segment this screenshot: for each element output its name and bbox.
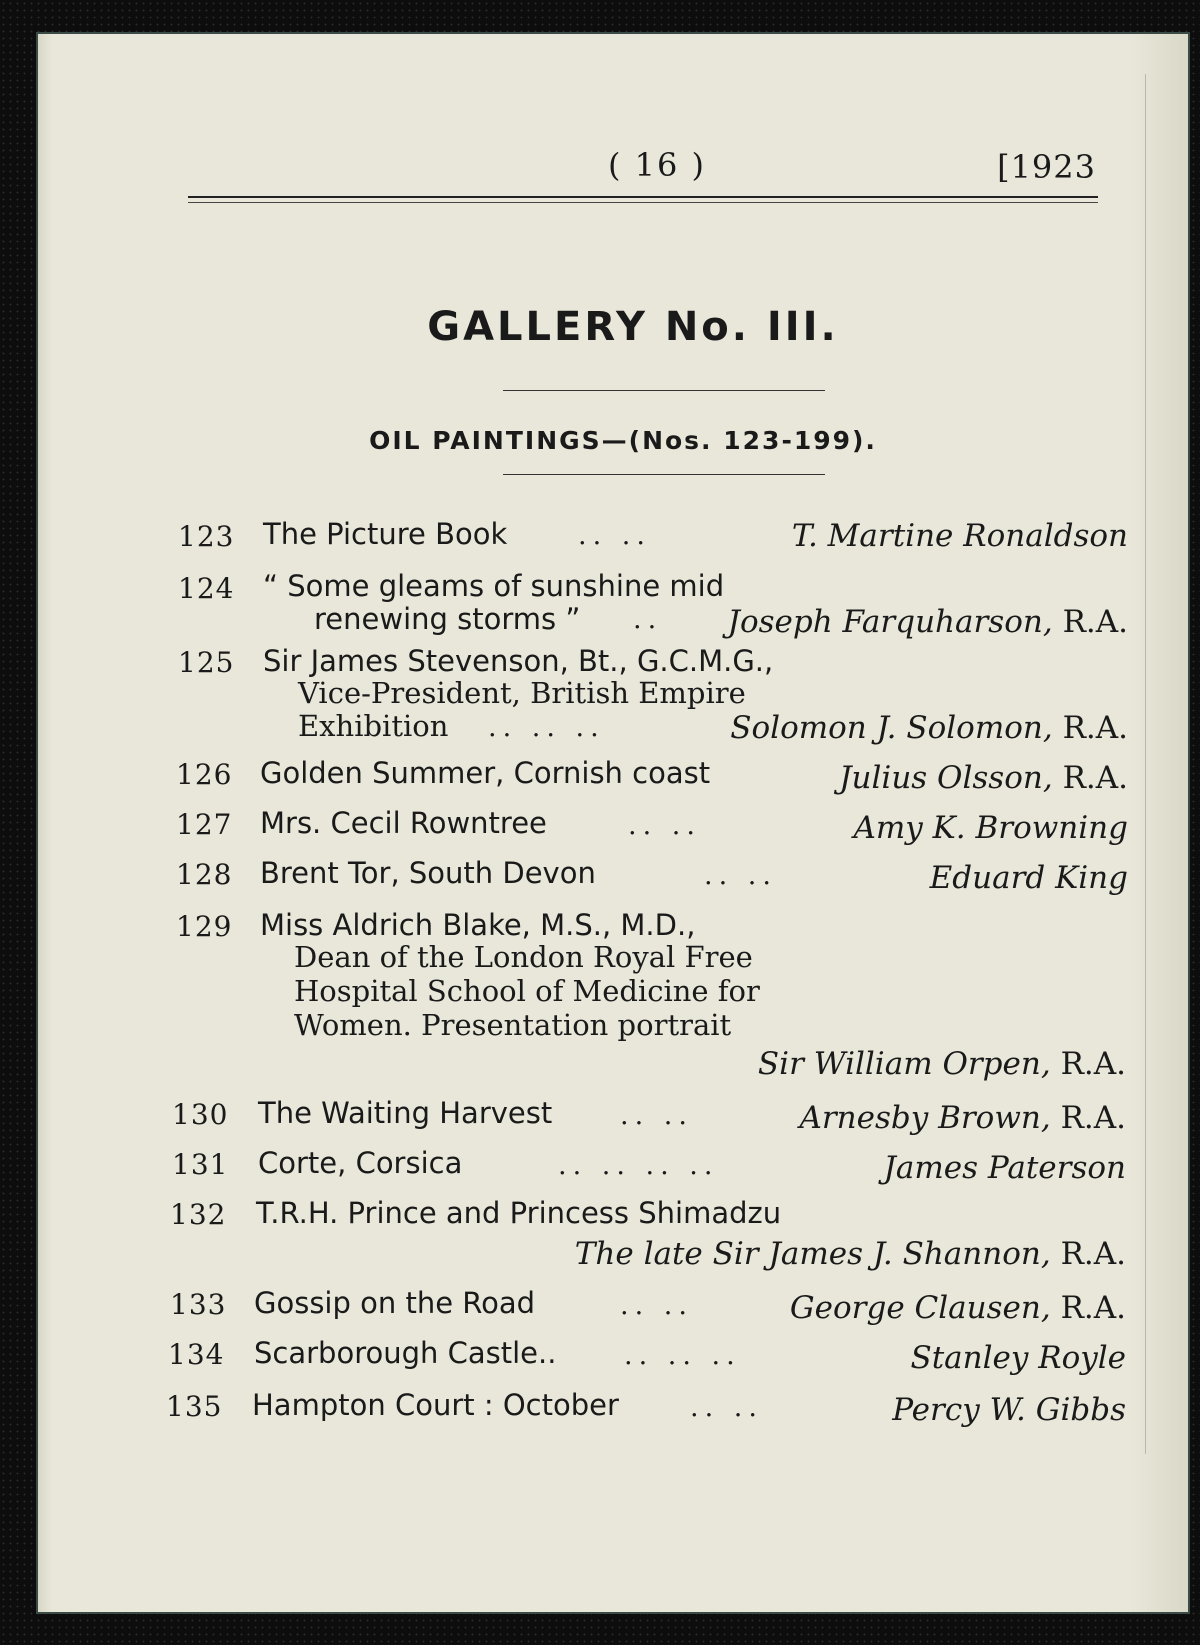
entry-title: Scarborough Castle..	[254, 1336, 557, 1370]
entry-number: 130	[172, 1098, 229, 1131]
header-year: [1923	[997, 148, 1096, 186]
artist-name: T. Martine Ronaldson	[791, 518, 1128, 554]
gallery-title: GALLERY No. III.	[427, 304, 839, 350]
entry-artist	[575, 1236, 1126, 1272]
dot-leader: .. .. .. ..	[558, 1150, 719, 1181]
artist-honour: R.A.	[1062, 710, 1128, 746]
entry-artist	[730, 710, 1128, 746]
entry-title: “ Some gleams of sunshine mid	[263, 569, 725, 603]
entry-number: 135	[166, 1390, 223, 1423]
artist-honour: R.A.	[1060, 1236, 1126, 1272]
dot-leader: .. .. ..	[624, 1340, 741, 1371]
artist-name: Stanley Royle	[910, 1340, 1126, 1376]
entry-artist	[728, 604, 1128, 640]
artist-name: George Clausen,	[789, 1290, 1051, 1326]
entry-number: 132	[170, 1198, 227, 1231]
entry-list	[38, 34, 1188, 1612]
entry-title-continued: Hospital School of Medicine for	[294, 974, 760, 1008]
catalogue-page	[38, 34, 1188, 1612]
entry-number: 128	[176, 858, 233, 891]
artist-name: Amy K. Browning	[853, 810, 1128, 846]
artist-name: Eduard King	[929, 860, 1128, 896]
entry-title-continued: renewing storms ”	[314, 602, 581, 636]
entry-title: Gossip on the Road	[254, 1286, 536, 1320]
entry-number: 129	[176, 910, 233, 943]
dot-leader: .. .. ..	[488, 712, 605, 743]
artist-name: James Paterson	[883, 1150, 1126, 1186]
entry-artist	[853, 810, 1128, 846]
entry-number: 125	[178, 646, 235, 679]
artist-honour: R.A.	[1060, 1290, 1126, 1326]
artist-name: The late Sir James J. Shannon,	[574, 1236, 1051, 1272]
dot-leader: .. ..	[628, 810, 701, 841]
entry-title: Corte, Corsica	[258, 1146, 463, 1180]
artist-name: Sir William Orpen,	[757, 1046, 1051, 1082]
entry-number: 133	[170, 1288, 227, 1321]
entry-number: 134	[168, 1338, 225, 1371]
page-number: ( 16 )	[608, 146, 707, 184]
entry-artist	[792, 518, 1128, 554]
entry-title-continued: Vice-President, British Empire	[298, 676, 746, 710]
artist-name: Joseph Farquharson,	[727, 604, 1053, 640]
artist-name: Solomon J. Solomon,	[730, 710, 1053, 746]
entry-title-continued: Dean of the London Royal Free	[294, 940, 753, 974]
entry-title: T.R.H. Prince and Princess Shimadzu	[256, 1196, 782, 1230]
dot-leader: .. ..	[578, 520, 651, 551]
entry-title: The Picture Book	[263, 517, 508, 551]
entry-title: Mrs. Cecil Rowntree	[260, 806, 547, 840]
entry-title-continued: Exhibition	[298, 709, 449, 743]
dot-leader: .. ..	[690, 1392, 763, 1423]
entry-title: Miss Aldrich Blake, M.S., M.D.,	[260, 908, 696, 942]
entry-title: Brent Tor, South Devon	[260, 856, 596, 890]
entry-artist	[799, 1100, 1126, 1136]
entry-title-continued: Women. Presentation portrait	[294, 1008, 732, 1042]
artist-name: Arnesby Brown,	[799, 1100, 1051, 1136]
artist-honour: R.A.	[1062, 604, 1128, 640]
entry-artist	[910, 1340, 1126, 1376]
entry-number: 126	[176, 758, 233, 791]
entry-number: 127	[176, 808, 233, 841]
entry-title: Hampton Court : October	[252, 1388, 619, 1422]
artist-honour: R.A.	[1062, 760, 1128, 796]
entry-artist	[930, 860, 1128, 896]
entry-artist	[892, 1392, 1126, 1428]
entry-title: Golden Summer, Cornish coast	[260, 756, 711, 790]
entry-number: 124	[178, 572, 235, 605]
entry-title: Sir James Stevenson, Bt., G.C.M.G.,	[263, 644, 774, 678]
artist-name: Percy W. Gibbs	[892, 1392, 1126, 1428]
dot-leader: .. ..	[620, 1100, 693, 1131]
entry-title: The Waiting Harvest	[258, 1096, 553, 1130]
dot-leader: .. ..	[704, 860, 777, 891]
entry-artist	[758, 1046, 1126, 1082]
section-title: OIL PAINTINGS—(Nos. 123-199).	[369, 426, 877, 455]
artist-honour: R.A.	[1060, 1046, 1126, 1082]
entry-number: 131	[172, 1148, 229, 1181]
artist-name: Julius Olsson,	[839, 760, 1053, 796]
entry-artist	[839, 760, 1128, 796]
entry-artist	[883, 1150, 1126, 1186]
dot-leader: ..	[633, 604, 663, 635]
entry-number: 123	[178, 520, 235, 553]
dot-leader: .. ..	[620, 1290, 693, 1321]
artist-honour: R.A.	[1060, 1100, 1126, 1136]
entry-artist	[790, 1290, 1126, 1326]
